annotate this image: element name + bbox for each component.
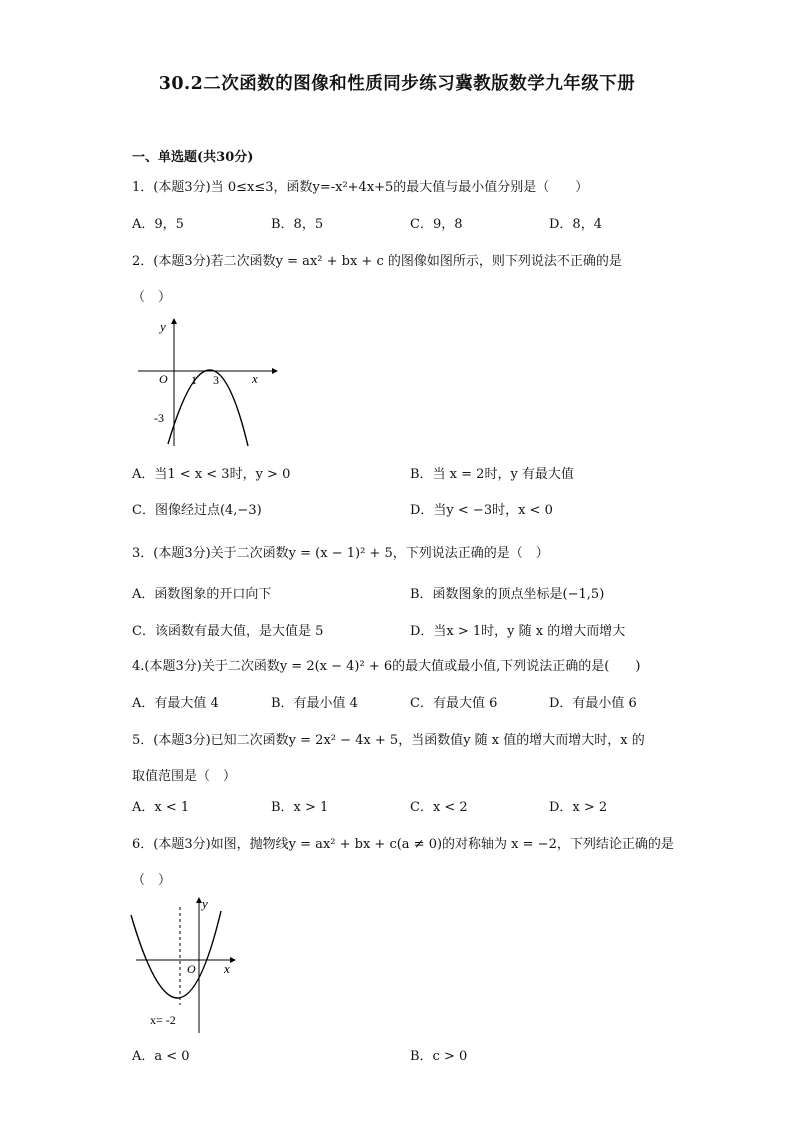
question-6-stem: 6．(本题3分)如图，抛物线y = ax² + bx + c(a ≠ 0)的对称轴为 x = −2，下列结论正确的是 [132, 837, 674, 852]
q1-option-b[interactable]: B．8，5 [271, 217, 324, 232]
q6-axis-label: x= -2 [150, 1013, 176, 1027]
question-2-stem-cont: （ ） [132, 290, 172, 305]
question-1-stem: 1．(本题3分)当 0≤x≤3，函数y=-x²+4x+5的最大值与最小值分别是（ ） [132, 180, 589, 195]
q6-x-label: x [224, 961, 230, 976]
q6-y-label: y [202, 896, 208, 911]
question-6-stem-cont: （ ） [132, 873, 172, 888]
q2-option-a[interactable]: A．当1 < x < 3时，y > 0 [132, 467, 291, 482]
page-title: 30.2二次函数的图像和性质同步练习冀教版数学九年级下册 [158, 74, 636, 94]
q2-parabola-figure [130, 310, 280, 450]
question-5-stem: 5．(本题3分)已知二次函数y = 2x² − 4x + 5，当函数值y 随 x 值的增大而增大时，x 的 [132, 733, 645, 748]
q2-option-c[interactable]: C．图像经过点(4,−3) [132, 503, 262, 518]
q2-tick-1: 1 [191, 373, 197, 387]
q2-x-label: x [252, 371, 258, 386]
q2-parabola [168, 370, 248, 446]
q2-tick-minus-3: -3 [154, 411, 164, 425]
question-2-stem: 2．(本题3分)若二次函数y = ax² + bx + c 的图像如图所示，则下列说法不正确的是 [132, 254, 622, 269]
q5-option-b[interactable]: B．x > 1 [271, 800, 329, 815]
q1-option-c[interactable]: C．9，8 [410, 217, 463, 232]
question-5-stem-cont: 取值范围是（ ） [132, 769, 237, 784]
q1-option-a[interactable]: A．9，5 [132, 217, 184, 232]
q2-y-arrow [171, 318, 177, 324]
q6-parabola [131, 911, 221, 998]
q2-tick-3: 3 [213, 373, 219, 387]
q4-option-a[interactable]: A．有最大值 4 [132, 696, 219, 711]
q2-y-label: y [160, 319, 166, 334]
q6-parabola-figure [126, 893, 246, 1035]
question-4-stem: 4.(本题3分)关于二次函数y = 2(x − 4)² + 6的最大值或最小值,下列说法正确的是( ) [132, 659, 641, 674]
q1-option-d[interactable]: D．8，4 [549, 217, 602, 232]
q4-option-b[interactable]: B．有最小值 4 [271, 696, 358, 711]
q6-option-b[interactable]: B．c > 0 [410, 1049, 468, 1064]
q2-x-arrow [272, 368, 278, 374]
q6-x-arrow [230, 957, 236, 963]
section-heading: 一、单选题(共30分) [132, 150, 254, 165]
q4-option-d[interactable]: D．有最小值 6 [549, 696, 637, 711]
q6-origin-label: O [187, 962, 196, 976]
q2-option-b[interactable]: B．当 x = 2时，y 有最大值 [410, 467, 574, 482]
q5-option-c[interactable]: C．x < 2 [410, 800, 468, 815]
q5-option-a[interactable]: A．x < 1 [132, 800, 190, 815]
q5-option-d[interactable]: D．x > 2 [549, 800, 608, 815]
q3-option-c[interactable]: C．该函数有最大值，是大值是 5 [132, 624, 324, 639]
q2-option-d[interactable]: D．当y < −3时，x < 0 [410, 503, 553, 518]
question-3-stem: 3．(本题3分)关于二次函数y = (x − 1)² + 5，下列说法正确的是（ ） [132, 546, 549, 561]
q6-option-a[interactable]: A．a < 0 [132, 1049, 190, 1064]
q3-option-a[interactable]: A．函数图象的开口向下 [132, 587, 272, 602]
q4-option-c[interactable]: C．有最大值 6 [410, 696, 498, 711]
q3-option-b[interactable]: B．函数图象的顶点坐标是(−1,5) [410, 587, 605, 602]
q2-origin-label: O [159, 372, 168, 386]
q3-option-d[interactable]: D．当x > 1时，y 随 x 的增大而增大 [410, 624, 626, 639]
